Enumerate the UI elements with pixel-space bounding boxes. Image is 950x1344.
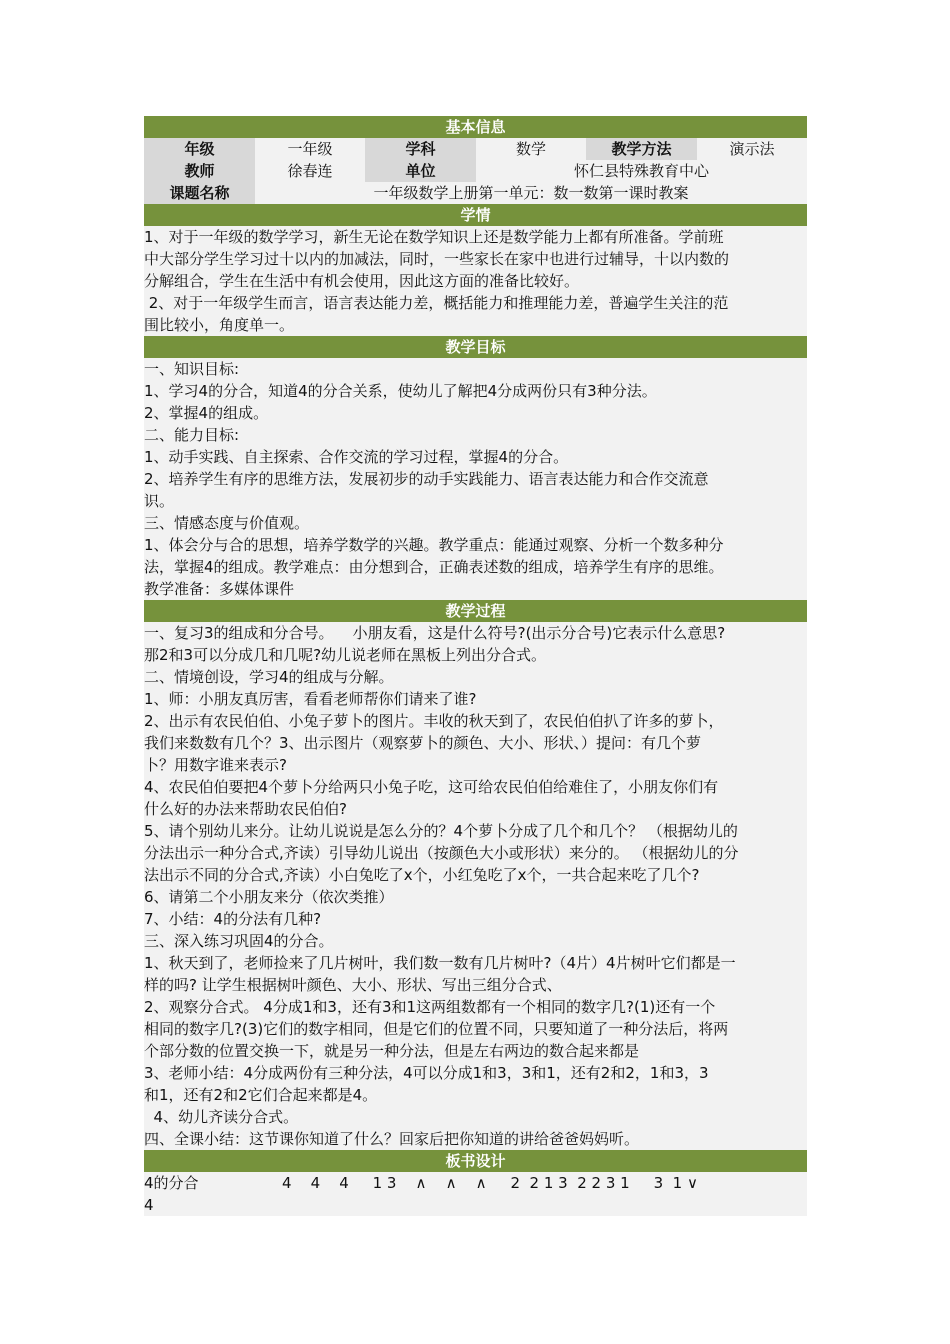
goals-section bbox=[144, 358, 807, 600]
process-line: 6、请第二个小朋友来分（依次类推） bbox=[144, 888, 394, 906]
unit-label: 单位 bbox=[365, 160, 476, 182]
goals-line: 2、掌握4的组成。 bbox=[144, 404, 269, 422]
course-value: 一年级数学上册第一单元：数一数第一课时教案 bbox=[255, 182, 807, 204]
board-formula-row: 4 4 4 1 3 ∧ ∧ ∧ 2 2 1 3 2 2 3 1 3 1 ∨ bbox=[282, 1174, 698, 1192]
process-line: 卜？用数字谁来表示? bbox=[144, 756, 287, 774]
process-line: 2、观察分合式。 4分成1和3，还有3和1这两组数都有一个相同的数字几?(1)还有一个 bbox=[144, 998, 716, 1016]
learning-line: 分解组合，学生在生活中有机会使用，因此这方面的准备比较好。 bbox=[144, 272, 580, 290]
goals-line: 二、能力目标: bbox=[144, 426, 240, 444]
goals-line: 法，掌握4的组成。教学难点：由分想到合，正确表述数的组成，培养学生有序的思维。 bbox=[144, 558, 724, 576]
process-line: 4、幼儿齐读分合式。 bbox=[144, 1108, 299, 1126]
basic-info-row-2 bbox=[144, 160, 807, 182]
board-row-1 bbox=[144, 1172, 807, 1194]
process-line: 分法出示一种分合式,齐读）引导幼儿说出（按颜色大小或形状）来分的。 （根据幼儿的分 bbox=[144, 844, 739, 862]
learning-line: 围比较小，角度单一。 bbox=[144, 316, 295, 334]
learning-heading: 学情 bbox=[144, 204, 807, 226]
grade-label: 年级 bbox=[144, 138, 255, 160]
goals-line: 识。 bbox=[144, 492, 175, 510]
grade-value: 一年级 bbox=[255, 138, 365, 160]
board-section bbox=[144, 1172, 807, 1216]
process-line: 一、复习3的组成和分合号。 小朋友看，这是什么符号?(出示分合号)它表示什么意思? bbox=[144, 624, 726, 642]
board-heading: 板书设计 bbox=[144, 1150, 807, 1172]
subject-label: 学科 bbox=[365, 138, 476, 160]
process-line: 3、老师小结：4分成两份有三种分法，4可以分成1和3，3和1，还有2和2，1和3，3 bbox=[144, 1064, 709, 1082]
method-value: 演示法 bbox=[697, 138, 807, 160]
basic-info-heading: 基本信息 bbox=[144, 116, 807, 138]
method-label: 教学方法 bbox=[586, 138, 697, 160]
process-line: 和1，还有2和2它们合起来都是4。 bbox=[144, 1086, 378, 1104]
process-section bbox=[144, 622, 807, 1150]
process-line: 二、情境创设，学习4的组成与分解。 bbox=[144, 668, 394, 686]
process-line: 7、小结：4的分法有几种? bbox=[144, 910, 322, 928]
goals-line: 三、情感态度与价值观。 bbox=[144, 514, 310, 532]
lesson-plan-sheet bbox=[144, 116, 807, 1216]
board-title: 4的分合 bbox=[144, 1174, 199, 1192]
process-line: 法出示不同的分合式,齐读）小白兔吃了x个，小红兔吃了x个，一共合起来吃了几个? bbox=[144, 866, 700, 884]
goals-line: 2、培养学生有序的思维方法，发展初步的动手实践能力、语言表达能力和合作交流意 bbox=[144, 470, 709, 488]
basic-info-row-3 bbox=[144, 182, 807, 204]
learning-line: 1、对于一年级的数学学习，新生无论在数学知识上还是数学能力上都有所准备。学前班 bbox=[144, 228, 724, 246]
process-line: 个部分数的位置交换一下，就是另一种分法，但是左右两边的数合起来都是 bbox=[144, 1042, 640, 1060]
goals-line: 1、学习4的分合，知道4的分合关系，使幼儿了解把4分成两份只有3种分法。 bbox=[144, 382, 657, 400]
goals-line: 1、体会分与合的思想，培养学数学的兴趣。教学重点：能通过观察、分析一个数多种分 bbox=[144, 536, 724, 554]
learning-line: 2、对于一年级学生而言，语言表达能力差，概括能力和推理能力差，普遍学生关注的范 bbox=[144, 294, 729, 312]
process-line: 样的吗? 让学生根据树叶颜色、大小、形状、写出三组分合式、 bbox=[144, 976, 562, 994]
subject-value: 数学 bbox=[476, 138, 586, 160]
teacher-label: 教师 bbox=[144, 160, 255, 182]
process-line: 2、出示有农民伯伯、小兔子萝卜的图片。丰收的秋天到了，农民伯伯扒了许多的萝卜， bbox=[144, 712, 724, 730]
process-heading: 教学过程 bbox=[144, 600, 807, 622]
process-line: 那2和3可以分成几和几呢?幼儿说老师在黑板上列出分合式。 bbox=[144, 646, 547, 664]
process-line: 5、请个别幼儿来分。让幼儿说说是怎么分的？4个萝卜分成了几个和几个？ （根据幼儿的 bbox=[144, 822, 738, 840]
learning-section bbox=[144, 226, 807, 336]
process-line: 三、深入练习巩固4的分合。 bbox=[144, 932, 334, 950]
learning-line: 中大部分学生学习过十以内的加减法，同时，一些家长在家中也进行过辅导，十以内数的 bbox=[144, 250, 730, 268]
goals-line: 教学准备：多媒体课件 bbox=[144, 580, 295, 598]
board-row-2: 4 bbox=[144, 1196, 154, 1214]
teacher-value: 徐春连 bbox=[255, 160, 365, 182]
process-line: 什么好的办法来帮助农民伯伯? bbox=[144, 800, 347, 818]
process-line: 1、秋天到了，老师捡来了几片树叶，我们数一数有几片树叶?（4片）4片树叶它们都是一 bbox=[144, 954, 736, 972]
goals-heading: 教学目标 bbox=[144, 336, 807, 358]
course-label: 课题名称 bbox=[144, 182, 255, 204]
process-line: 四、全课小结：这节课你知道了什么？回家后把你知道的讲给爸爸妈妈听。 bbox=[144, 1130, 640, 1148]
process-line: 相同的数字几?(3)它们的数字相同，但是它们的位置不同，只要知道了一种分法后，将两 bbox=[144, 1020, 729, 1038]
unit-value: 怀仁县特殊教育中心 bbox=[476, 160, 807, 182]
process-line: 4、农民伯伯要把4个萝卜分给两只小兔子吃，这可给农民伯伯给难住了，小朋友你们有 bbox=[144, 778, 719, 796]
goals-line: 一、知识目标: bbox=[144, 360, 240, 378]
process-line: 1、师：小朋友真厉害，看看老师帮你们请来了谁? bbox=[144, 690, 477, 708]
goals-line: 1、动手实践、自主探索、合作交流的学习过程，掌握4的分合。 bbox=[144, 448, 569, 466]
basic-info-row-1 bbox=[144, 138, 807, 160]
process-line: 我们来数数有几个？3、出示图片（观察萝卜的颜色、大小、形状、）提问：有几个萝 bbox=[144, 734, 702, 752]
